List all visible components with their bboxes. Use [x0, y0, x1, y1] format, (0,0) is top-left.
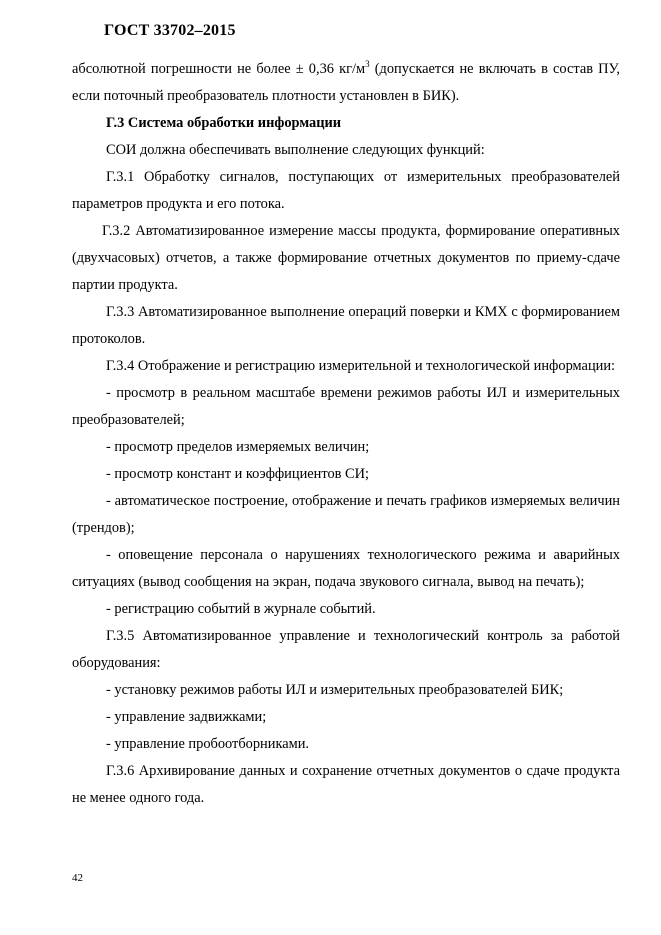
- list-item-g35-2: - управление задвижками;: [106, 709, 267, 725]
- paragraph-continuation-text-a: абсолютной погрешности не более ± 0,36 кг/м: [72, 61, 366, 77]
- list-item-g34-4: - автоматическое построение, отображение и печать графиков измеряемых величин (трендов);: [72, 493, 620, 536]
- list-item-g34-6: - регистрацию событий в журнале событий.: [106, 601, 376, 617]
- page-body: [72, 56, 620, 812]
- list-item-g34-5: - оповещение персонала о нарушениях технологического режима и аварийных ситуациях (вывод сообщения на экран, подача звукового сигнала, вывод на печать);: [72, 547, 620, 590]
- list-item-g34-3: - просмотр констант и коэффициентов СИ;: [106, 466, 370, 482]
- list-item-g34-2: - просмотр пределов измеряемых величин;: [106, 439, 370, 455]
- paragraph-continuation: [72, 56, 620, 110]
- list-item-g34-1: - просмотр в реальном масштабе времени режимов работы ИЛ и измерительных преобразователей;: [72, 385, 620, 428]
- clause-g35: Г.3.5 Автоматизированное управление и технологический контроль за работой оборудования:: [72, 628, 620, 671]
- list-item-g35-3: - управление пробоотборниками.: [106, 736, 310, 752]
- paragraph-continuation-text-b: (допускается не включать в состав ПУ, если поточный преобразователь плотности установлен в БИК).: [72, 61, 620, 104]
- clause-g34: Г.3.4 Отображение и регистрацию измерительной и технологической информации:: [106, 358, 616, 374]
- list-item-g35-1: - установку режимов работы ИЛ и измерительных преобразователей БИК;: [106, 682, 564, 698]
- clause-g36: Г.3.6 Архивирование данных и сохранение отчетных документов о сдаче продукта не менее одного года.: [72, 763, 620, 806]
- page-number: 42: [72, 872, 83, 884]
- superscript-3: 3: [365, 59, 370, 70]
- clause-g31: Г.3.1 Обработку сигналов, поступающих от измерительных преобразователей параметров продукта и его потока.: [72, 169, 620, 212]
- clause-g33: Г.3.3 Автоматизированное выполнение операций поверки и КМХ с формированием протоколов.: [72, 304, 620, 347]
- document-header: ГОСТ 33702–2015: [104, 22, 236, 39]
- paragraph-intro: СОИ должна обеспечивать выполнение следующих функций:: [106, 142, 485, 158]
- clause-g32: Г.3.2 Автоматизированное измерение массы продукта, формирование оперативных (двухчасовых) отчетов, а также формирование отчетных документов по приему-сдаче партии продукта.: [72, 223, 620, 293]
- section-heading-g3: Г.3 Система обработки информации: [106, 115, 342, 131]
